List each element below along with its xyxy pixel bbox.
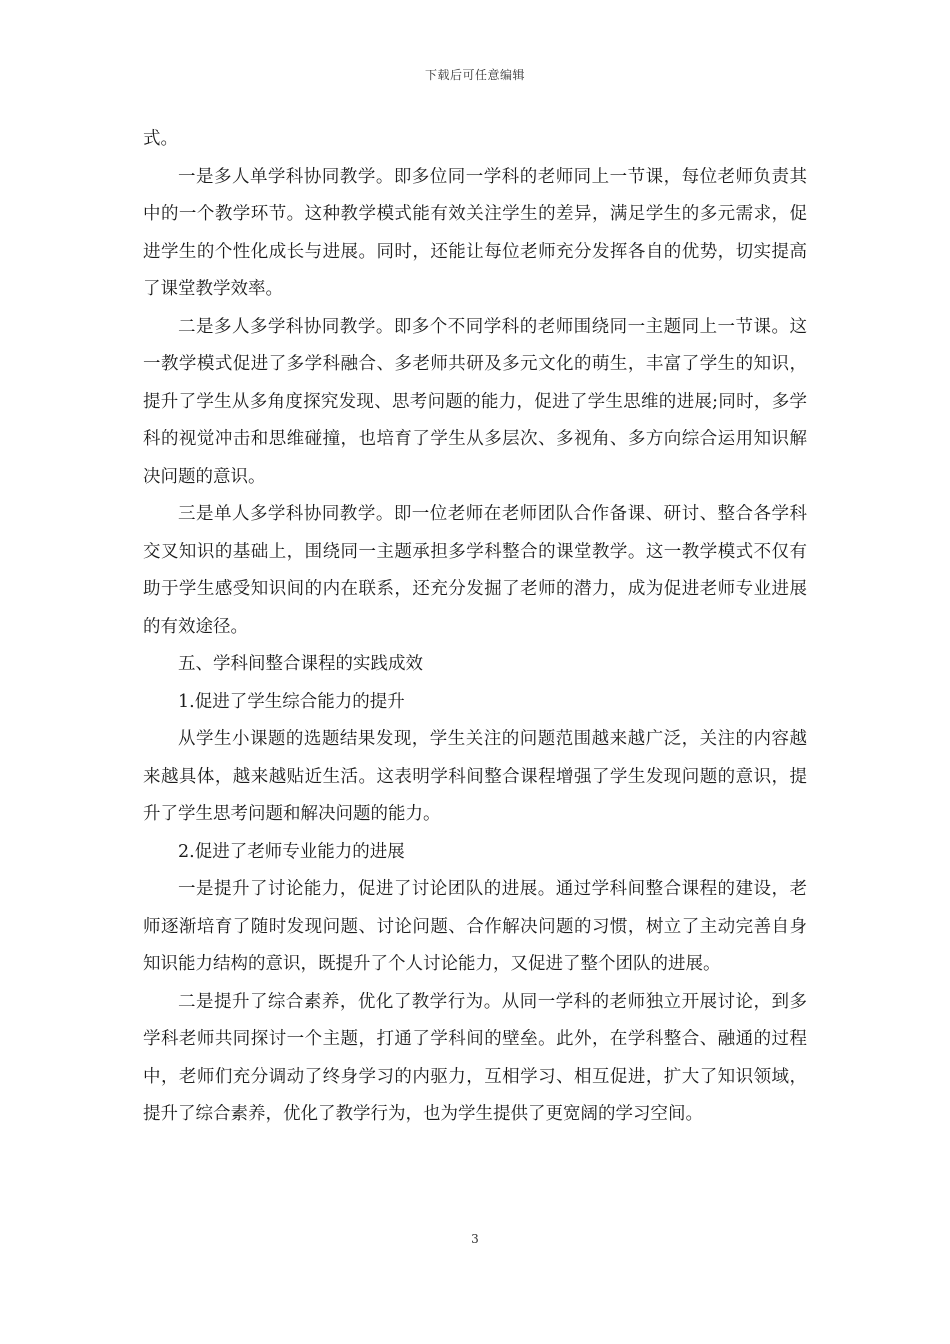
document-body — [143, 121, 807, 1134]
paragraph-continuation: 式。 — [143, 129, 178, 149]
subheading-2: 2.促进了老师专业能力的进展 — [178, 841, 405, 862]
paragraph-single-teacher-multi-subject: 三是单人多学科协同教学。即一位老师在老师团队合作备课、研讨、整合各学科交叉知识的基础上，围绕同一主题承担多学科整合的课堂教学。这一教学模式不仅有助于学生感受知识间的内在联系，还充分发掘了老师的潜力，成为促进老师专业进展的有效途径。 — [143, 504, 807, 637]
paragraph-single-subject-teaching: 一是多人单学科协同教学。即多位同一学科的老师同上一节课，每位老师负责其中的一个教学环节。这种教学模式能有效关注学生的差异，满足学生的多元需求，促进学生的个性化成长与进展。同时，还能让每位老师充分发挥各自的优势，切实提高了课堂教学效率。 — [143, 166, 807, 299]
paragraph-multi-subject-teaching: 二是多人多学科协同教学。即多个不同学科的老师围绕同一主题同上一节课。这一教学模式促进了多学科融合、多老师共研及多元文化的萌生，丰富了学生的知识，提升了学生从多角度探究发现、思考问题的能力，促进了学生思维的进展;同时，多学科的视觉冲击和思维碰撞，也培育了学生从多层次、多视角、多方向综合运用知识解决问题的意识。 — [143, 316, 807, 487]
section-heading-five: 五、学科间整合课程的实践成效 — [178, 654, 423, 674]
paragraph-research-ability: 一是提升了讨论能力，促进了讨论团队的进展。通过学科间整合课程的建设，老师逐渐培育了随时发现问题、讨论问题、合作解决问题的习惯，树立了主动完善自身知识能力结构的意识，既提升了个人讨论能力，又促进了整个团队的进展。 — [143, 879, 807, 974]
paragraph-comprehensive-literacy: 二是提升了综合素养，优化了教学行为。从同一学科的老师独立开展讨论，到多学科老师共同探讨一个主题，打通了学科间的壁垒。此外，在学科整合、融通的过程中，老师们充分调动了终身学习的内驱力，互相学习、相互促进，扩大了知识领域，提升了综合素养，优化了教学行为，也为学生提供了更宽阔的学习空间。 — [143, 991, 807, 1124]
page-header: 下载后可任意编辑 — [424, 68, 525, 82]
page-number: 3 — [471, 1232, 479, 1246]
subheading-1: 1.促进了学生综合能力的提升 — [178, 691, 405, 712]
paragraph-student-ability: 从学生小课题的选题结果发现，学生关注的问题范围越来越广泛，关注的内容越来越具体，越来越贴近生活。这表明学科间整合课程增强了学生发现问题的意识，提升了学生思考问题和解决问题的能力。 — [143, 729, 807, 824]
